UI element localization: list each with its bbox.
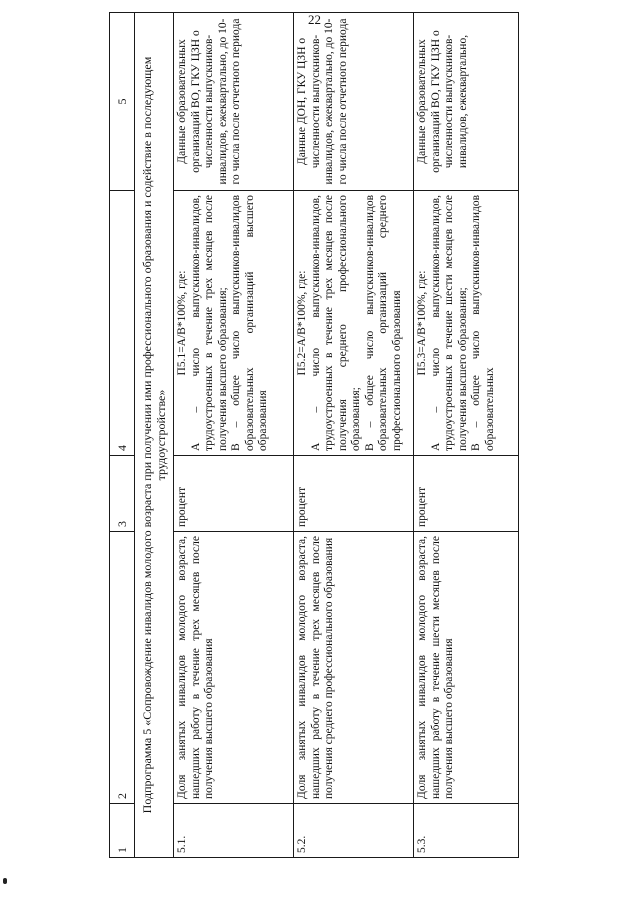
formula-cell (174, 191, 294, 456)
column-header-2: 2 (110, 532, 135, 804)
indicators-table (109, 12, 519, 858)
table-row (174, 13, 294, 858)
formula-cell (294, 191, 414, 456)
indicator-name: Доля занятых инвалидов молодого возраста, нашедших работу в течение трех месяцев после получения среднего профессионального образования (294, 532, 414, 804)
data-source: Данные ДОН, ГКУ ЦЗН о численности выпускников-инвалидов, ежеквартально, до 10-го числа после отчетного периода (294, 13, 414, 191)
indicator-name: Доля занятых инвалидов молодого возраста, нашедших работу в течение трех месяцев после получения высшего образования (174, 532, 294, 804)
unit-cell: процент (414, 456, 519, 532)
table-row (414, 13, 519, 858)
unit-cell: процент (294, 456, 414, 532)
data-source: Данные образовательных организаций ВО, ГКУ ЦЗН о численности выпускников-инвалидов, ежеквартально, до 10-го числа после отчетного периода (174, 13, 294, 191)
row-number: 5.3. (414, 804, 519, 858)
formula-b-definition: В – общее число выпускников-инвалидов образовательных организаций среднего профессионального образования (363, 195, 403, 451)
column-header-4: 4 (110, 191, 135, 456)
unit-cell: процент (174, 456, 294, 532)
formula-text: П5.1=А/В*100%, где: (176, 270, 188, 376)
data-source: Данные образовательных организаций ВО, ГКУ ЦЗН о численности выпускников-инвалидов, ежеквартально, (414, 13, 519, 191)
indicator-name: Доля занятых инвалидов молодого возраста, нашедших работу в течение шести месяцев после получения высшего образования (414, 532, 519, 804)
column-header-3: 3 (110, 456, 135, 532)
section-title: Подпрограмма 5 «Сопровождение инвалидов молодого возраста при получении ими профессионального образования и содействие в последующем трудоустройстве» (135, 13, 174, 858)
table-header-row (110, 13, 135, 858)
column-header-5: 5 (110, 13, 135, 191)
column-header-1: 1 (110, 804, 135, 858)
formula-text: П5.3=А/В*100%, где: (416, 270, 428, 376)
formula-a-definition: А – число выпускников-инвалидов, трудоустроенных в течение трех месяцев после получения высшего образования; (189, 195, 229, 451)
scan-mark (3, 878, 7, 884)
page-number: 22 (308, 12, 321, 27)
formula-cell (414, 191, 519, 456)
row-number: 5.2. (294, 804, 414, 858)
formula-text: П5.2=А/В*100%, где: (296, 270, 308, 376)
row-number: 5.1. (174, 804, 294, 858)
table-row (294, 13, 414, 858)
section-row (135, 13, 174, 858)
formula-a-definition: А – число выпускников-инвалидов, трудоустроенных в течение трех месяцев после получения среднего профессионального образования; (309, 195, 363, 451)
formula-b-definition: В – общее число выпускников-инвалидов образовательных (470, 195, 496, 451)
formula-a-definition: А – число выпускников-инвалидов, трудоустроенных в течение шести месяцев после получения высшего образования; (429, 195, 469, 451)
formula-b-definition: В – общее число выпускников-инвалидов образовательных организаций высшего образования (230, 195, 270, 451)
